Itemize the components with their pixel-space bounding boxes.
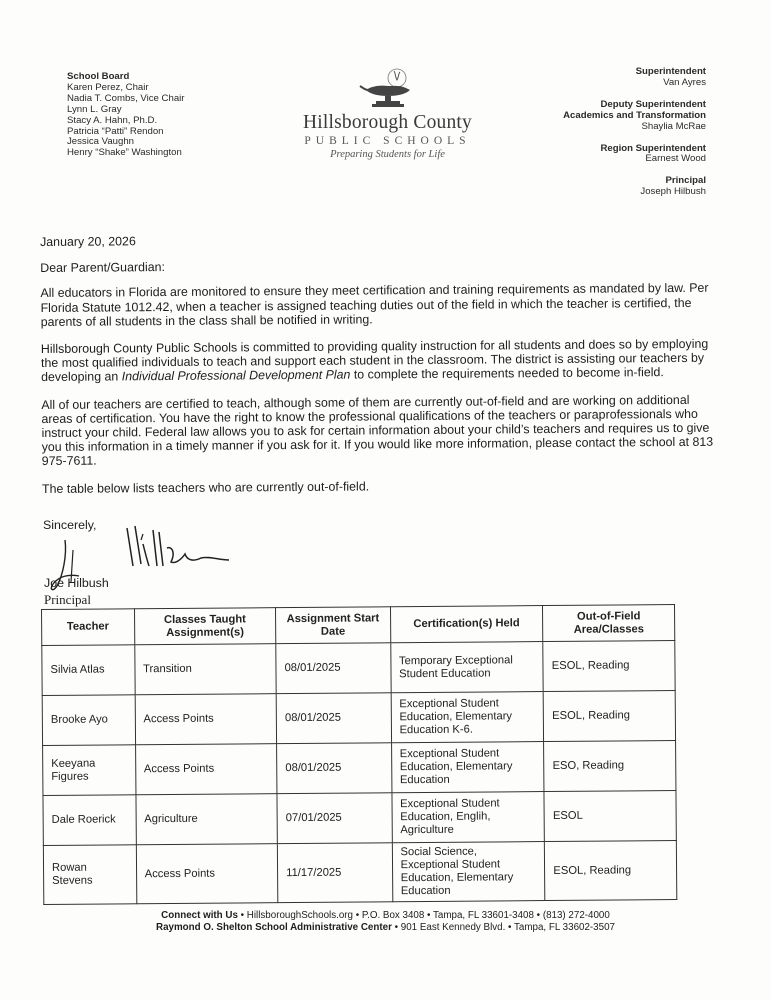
board-member: Nadia T. Combs, Vice Chair [67, 92, 185, 104]
admin-title: Principal [665, 175, 706, 187]
cell-out-of-field: ESOL, Reading [543, 641, 675, 692]
paragraph-rights: All of our teachers are certified to teach, although some of them are currently out-of-field and are working on additional areas of certification. You have the right to know the professional qualifications of the teachers or paraprofessionals who instruct your child. Federal law allows you to ask for certain information about your child’s teachers and requires us to give you this information in a timely manner if you ask for it. If you would like more information, please contact the school at 813 975-7611. [41, 392, 714, 469]
cell-teacher: Silvia Atlas [42, 645, 135, 696]
admin-name: Shaylia McRae [641, 120, 706, 132]
cell-certifications: Temporary Exceptional Student Education [390, 642, 543, 693]
footer-connect-label: Connect with Us [161, 910, 238, 921]
table-row [43, 791, 676, 846]
footer-line-address [0, 922, 771, 934]
admin-block [563, 144, 706, 166]
signer-name: Joe Hilbush [44, 576, 109, 590]
cell-start-date: 08/01/2025 [276, 693, 391, 744]
table-row [43, 741, 676, 796]
column-header-classes: Classes Taught Assignment(s) [134, 608, 276, 645]
paragraph-table-intro: The table below lists teachers who are currently out-of-field. [41, 479, 370, 496]
cell-teacher: Dale Roerick [43, 795, 136, 846]
cell-certifications: Exceptional Student Education, Elementary Education K-6. [391, 692, 544, 743]
plan-name: Individual Professional Development Plan [121, 367, 351, 384]
column-header-certifications: Certification(s) Held [390, 606, 543, 643]
footer-line-contact [0, 910, 771, 922]
cell-certifications: Exceptional Student Education, Englih, Agriculture [392, 792, 545, 843]
lamp-of-learning-icon [358, 68, 418, 110]
admin-name: Earnest Wood [645, 153, 706, 165]
board-member: Lynn L. Gray [67, 103, 122, 115]
school-board-list [67, 72, 185, 159]
district-subtitle: PUBLIC SCHOOLS [304, 135, 471, 147]
column-header-start-date: Assignment Start Date [276, 607, 391, 644]
letter-date: January 20, 2026 [40, 234, 136, 249]
cell-out-of-field: ESOL, Reading [545, 841, 677, 901]
admin-block [563, 67, 706, 89]
column-header-teacher: Teacher [42, 609, 135, 646]
school-board-heading: School Board [67, 71, 130, 82]
admin-block [563, 176, 706, 198]
footer-address: • 901 East Kennedy Blvd. • Tampa, FL 33602-3507 [391, 921, 615, 933]
cell-classes: Access Points [136, 844, 278, 904]
admin-title: Deputy Superintendent [600, 98, 706, 110]
district-logo [280, 68, 495, 160]
paragraph-commitment [41, 337, 721, 385]
cell-start-date: 08/01/2025 [277, 743, 392, 794]
board-member: Stacy A. Hahn, Ph.D. [67, 114, 158, 126]
cell-start-date: 07/01/2025 [277, 793, 392, 844]
column-header-out-of-field: Out-of-Field Area/Classes [543, 605, 675, 642]
closing: Sincerely, [43, 518, 97, 532]
admin-title: Region Superintendent [600, 142, 706, 154]
board-member: Patricia “Patti” Rendon [67, 125, 164, 137]
paragraph-text: Hillsborough County Public Schools is committed to providing quality instruction for all students and does so by employing the most qualified individuals to teach and support each student in the classroom. The district is assisting our teachers by developing an [40, 336, 709, 385]
letter-footer [0, 910, 771, 933]
table-row [43, 841, 676, 905]
table-row [42, 641, 675, 696]
signer-title: Principal [44, 592, 91, 607]
cell-out-of-field: ESOL, Reading [543, 691, 675, 742]
board-member: Henry “Shake” Washington [67, 147, 182, 159]
paragraph-text: to complete the requirements needed to become in-field. [350, 365, 664, 382]
letter-body [40, 230, 722, 509]
admin-name: Van Ayres [663, 76, 706, 88]
cell-out-of-field: ESO, Reading [544, 741, 676, 792]
admin-title-line2: Academics and Transformation [563, 109, 706, 121]
cell-certifications: Social Science, Exceptional Student Education, Elementary Education [392, 842, 545, 902]
paragraph-certification: All educators in Florida are monitored to ensure they meet certification and training requirements as mandated by law. Per Florida Statute 1012.42, when a teacher is assigned teaching duties out of the field in which the teacher is certified, the parents of all students in the class shall be notified in writing. [40, 281, 709, 329]
cell-start-date: 11/17/2025 [277, 843, 392, 903]
footer-center-name: Raymond O. Shelton School Administrative Center [156, 921, 392, 933]
admin-name: Joseph Hilbush [640, 186, 706, 198]
district-name: Hillsborough County [302, 112, 473, 133]
table-row [42, 691, 675, 746]
footer-contact-details: • HillsboroughSchools.org • P.O. Box 3408 • Tampa, FL 33601-3408 • (813) 272-4000 [237, 910, 610, 921]
administrators-list [563, 67, 706, 209]
cell-classes: Transition [134, 644, 276, 695]
cell-classes: Access Points [135, 694, 277, 745]
table-header-row [42, 605, 675, 646]
cell-start-date: 08/01/2025 [276, 643, 391, 694]
admin-title: Superintendent [635, 66, 706, 77]
cell-teacher: Rowan Stevens [43, 845, 136, 905]
cell-certifications: Exceptional Student Education, Elementary Education [391, 742, 544, 793]
cell-teacher: Brooke Ayo [42, 695, 135, 746]
admin-block [563, 100, 706, 133]
board-member: Karen Perez, Chair [67, 81, 149, 93]
board-member: Jessica Vaughn [67, 136, 135, 148]
out-of-field-table [41, 604, 677, 905]
cell-teacher: Keeyana Figures [43, 745, 136, 796]
cell-out-of-field: ESOL [544, 791, 676, 842]
cell-classes: Agriculture [136, 794, 278, 845]
letter-greeting: Dear Parent/Guardian: [40, 260, 165, 276]
cell-classes: Access Points [135, 744, 277, 795]
district-tagline: Preparing Students for Life [330, 149, 445, 160]
